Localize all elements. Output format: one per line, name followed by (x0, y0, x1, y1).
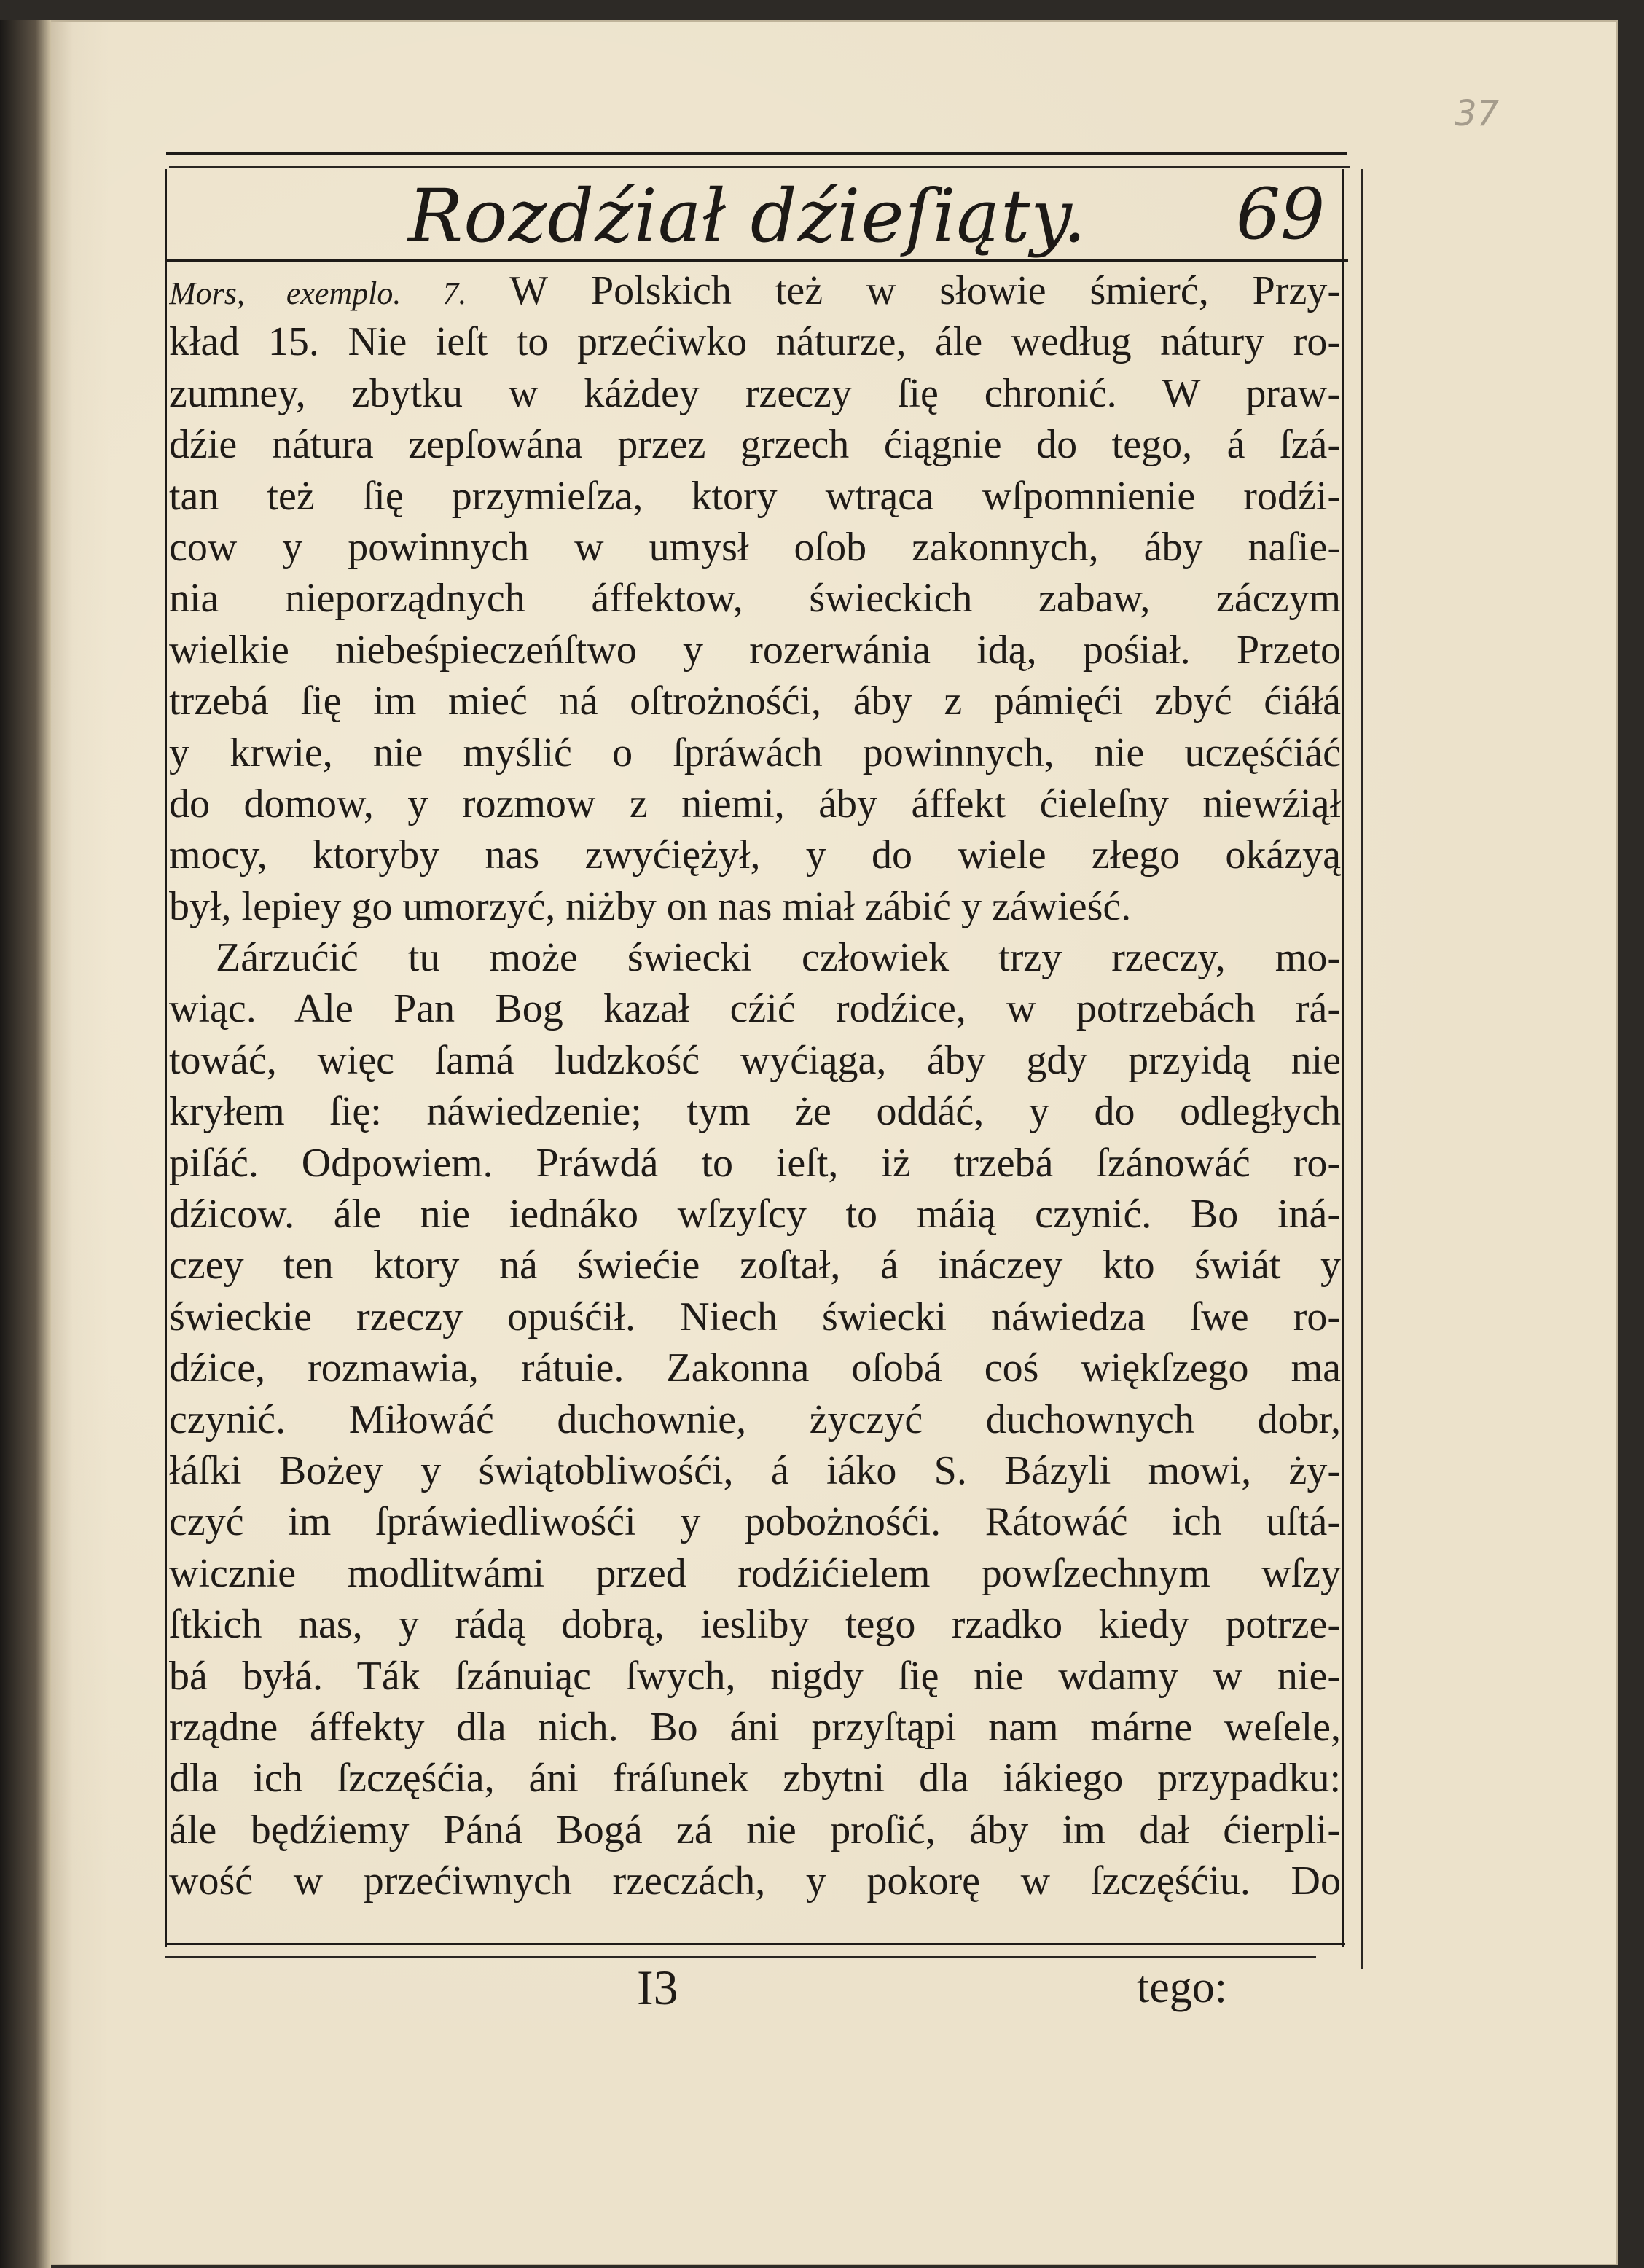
text-line: dźie nátura zepſowána przez grzech ćiągnie do tego, á ſzá- (169, 422, 1341, 468)
signature-mark: I3 (637, 1960, 678, 2015)
text-line: dla ich ſzczęśćia, áni fráſunek zbytni dla iákiego przypadku: (169, 1756, 1341, 1802)
text-line: dźice, rozmawia, rátuie. Zakonna oſobá coś więkſzego ma (169, 1345, 1341, 1391)
text-line: świeckie rzeczy opuśćił. Niech świecki náwiedza ſwe ro- (169, 1294, 1341, 1340)
text-line: wiąc. Ale Pan Bog kazał cźić rodźice, w potrzebách rá- (169, 986, 1341, 1032)
text-line: wicznie modlitwámi przed rodźićielem powſzechnym wſzy (169, 1550, 1341, 1596)
text-line: cow y powinnych w umysł oſob zakonnych, áby naſie- (169, 524, 1341, 570)
text-line: zumney, zbytku w káżdey rzeczy ſię chronić. W praw- (169, 370, 1341, 416)
frame-right-rule (1342, 169, 1344, 1947)
text-line: wość w przećiwnych rzeczách, y pokorę w ſzczęśćiu. Do (169, 1858, 1341, 1904)
text-line: łáſki Bożey y świątobliwośći, á iáko S. Bázyli mowi, ży- (169, 1447, 1341, 1493)
header-bottom-rule (165, 259, 1348, 262)
text-line: towáć, więc ſamá ludzkość wyćiąga, áby gdy przyidą nie (169, 1037, 1341, 1083)
text-line: Mors, exemplo. 7. W Polskich też w słowie śmierć, Przy- (169, 268, 1341, 313)
running-head: Rozdźiał dźieſiąty. (408, 173, 1087, 259)
text-line: nia nieporządnych áffektow, świeckich zabaw, záczym (169, 576, 1341, 622)
text-line: czynić. Miłowáć duchownie, życzyć duchownych dobr, (169, 1396, 1341, 1442)
text-line: był, lepiey go umorzyć, niżby on nas miał zábić y záwieść. (169, 883, 1132, 929)
page-number: 69 (1236, 173, 1326, 255)
text-line: ále będźiemy Páná Bogá zá nie proſić, áby im dał ćierpli- (169, 1807, 1341, 1853)
text-line: czyć im ſpráwiedliwośći y pobożnośći. Rátowáć ich uſtá- (169, 1499, 1341, 1545)
pencil-folio-note: 37 (1455, 93, 1500, 134)
text-line: kład 15. Nie ieſt to przećiwko náturze, ále według nátury ro- (169, 319, 1341, 365)
frame-bottom-rule-outer (165, 1956, 1316, 1958)
frame-top-rule (166, 152, 1347, 155)
frame-top-rule-inner (169, 166, 1350, 168)
binding-gutter (0, 20, 51, 2268)
frame-right-outer-rule (1361, 169, 1363, 1969)
text-line: tan też ſię przymieſza, ktory wtrąca wſpomnienie rodźi- (169, 473, 1341, 519)
margin-note: Mors, exemplo. 7. (169, 275, 467, 311)
text-line: czey ten ktory ná świećie zoſtał, á ináczey kto świát y (169, 1243, 1341, 1289)
text-line: do domow, y rozmow z niemi, áby áffekt ćieleſny niewźiął (169, 781, 1341, 826)
text-line: y krwie, nie myślić o ſpráwách powinnych, nie uczęśćiáć (169, 730, 1341, 775)
text-line: kryłem ſię: náwiedzenie; tym że oddáć, y do odległych (169, 1089, 1341, 1135)
catchword: tego: (1137, 1963, 1227, 2012)
text-line: piſáć. Odpowiem. Práwdá to ieſt, iż trzebá ſzánowáć ro- (169, 1140, 1341, 1186)
text-line: trzebá ſię im mieć ná oſtrożnośći, áby z pámięći zbyć ćiáłá (169, 679, 1341, 724)
text-line: mocy, ktoryby nas zwyćiężył, y do wiele złego okázyą (169, 832, 1341, 878)
body-text (169, 265, 1341, 1907)
text-line: ſtkich nas, y rádą dobrą, iesliby tego rzadko kiedy potrze- (169, 1602, 1341, 1648)
paragraph-start-line: Zárzućić tu może świecki człowiek trzy rzeczy, mo- (216, 935, 1341, 981)
text-line: dźicow. ále nie iednáko wſzyſcy to máią czynić. Bo iná- (169, 1192, 1341, 1237)
text-line: bá byłá. Ták ſzánuiąc ſwych, nigdy ſię nie wdamy w nie- (169, 1653, 1341, 1699)
text-line: wielkie niebeśpieczeńſtwo y rozerwánia idą, pośiał. Przeto (169, 627, 1341, 673)
frame-left-rule (165, 169, 167, 1947)
frame-bottom-rule (165, 1943, 1345, 1945)
text-line: rządne áffekty dla nich. Bo áni przyſtąpi nam márne weſele, (169, 1704, 1341, 1750)
